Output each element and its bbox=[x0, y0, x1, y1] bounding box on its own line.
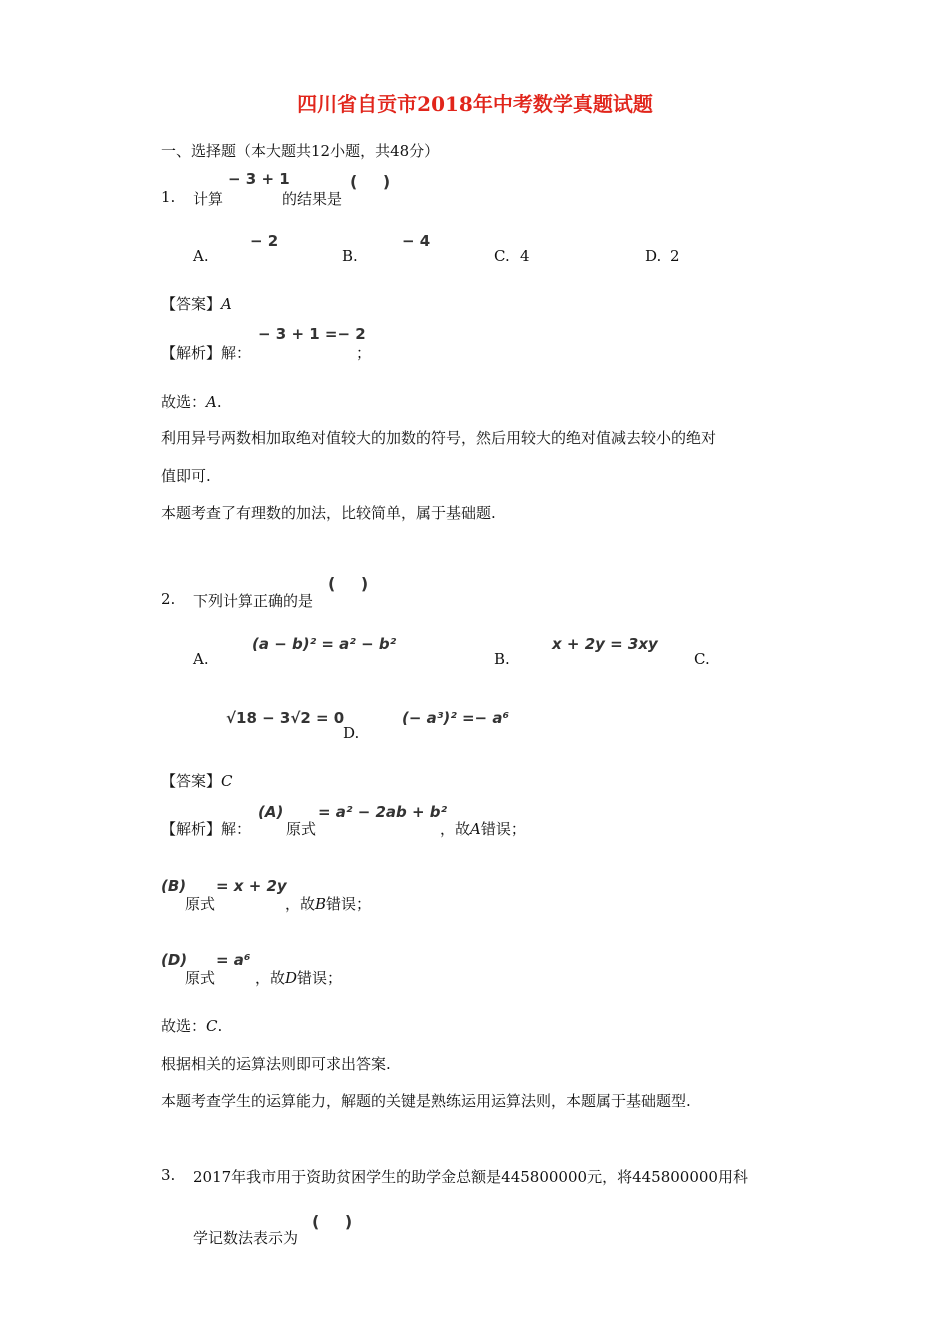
q2-option-b-label: B. bbox=[494, 650, 510, 668]
q2-case-a-expression: = a² − 2ab + b² bbox=[318, 803, 448, 821]
q1-option-c-label: C. bbox=[494, 247, 510, 265]
q3-line1: 2017年我市用于资助贫困学生的助学金总额是445800000元，将445800000用科 bbox=[193, 1168, 748, 1186]
q2-case-b-expression: = x + 2y bbox=[216, 877, 287, 895]
q2-answer-blank: ( ) bbox=[328, 574, 379, 593]
q2-option-d-label: D. bbox=[343, 724, 360, 742]
q2-case-b-tail: ，故B错误； bbox=[285, 895, 372, 913]
q2-case-a-tail: ，故A错误； bbox=[440, 820, 526, 838]
q1-option-a-value: − 2 bbox=[250, 232, 279, 250]
q2-case-b-tag: (B) bbox=[161, 877, 187, 895]
q1-option-d-label: D. bbox=[645, 247, 662, 265]
q1-analysis-label: 【解析】解： bbox=[161, 344, 252, 362]
q1-explanation-line1: 利用异号两数相加取绝对值较大的加数的符号，然后用较大的绝对值减去较小的绝对 bbox=[161, 429, 717, 447]
q3-line2: 学记数法表示为 bbox=[193, 1229, 299, 1247]
q1-option-b-value: − 4 bbox=[402, 232, 431, 250]
q3-answer-blank: ( ) bbox=[312, 1212, 363, 1231]
q2-case-d-tail: ，故D错误； bbox=[255, 969, 343, 987]
q2-analysis-label: 【解析】解： bbox=[161, 820, 252, 838]
q2-option-c-value: √18 − 3√2 = 0 bbox=[226, 709, 345, 727]
section-header: 一、选择题（本大题共12小题，共48分） bbox=[161, 142, 440, 160]
q1-text-before: 计算 bbox=[193, 190, 224, 208]
q1-text-after: 的结果是 bbox=[282, 190, 343, 208]
q1-answer: 【答案】A bbox=[161, 295, 232, 313]
q2-explanation: 根据相关的运算法则即可求出答案. bbox=[161, 1055, 391, 1073]
q1-explanation-line2: 值即可. bbox=[161, 467, 211, 485]
q1-expression: − 3 + 1 bbox=[228, 170, 290, 188]
q1-option-b-label: B. bbox=[342, 247, 358, 265]
document-title: 四川省自贡市2018年中考数学真题试题 bbox=[297, 92, 653, 116]
q2-number: 2. bbox=[161, 590, 176, 608]
q2-case-d-tag: (D) bbox=[161, 951, 188, 969]
q1-analysis-tail: ； bbox=[356, 344, 372, 362]
q1-choice: 故选：A. bbox=[161, 393, 222, 411]
q2-summary: 本题考查学生的运算能力，解题的关键是熟练运用运算法则，本题属于基础题型. bbox=[161, 1092, 691, 1110]
q2-case-a-tag: (A) bbox=[258, 803, 284, 821]
q2-choice: 故选：C. bbox=[161, 1017, 223, 1035]
q2-option-d-value: (− a³)² =− a⁶ bbox=[402, 709, 510, 727]
q2-text: 下列计算正确的是 bbox=[193, 592, 314, 610]
q1-analysis-expression: − 3 + 1 =− 2 bbox=[258, 325, 366, 343]
q2-option-c-label: C. bbox=[694, 650, 710, 668]
q2-answer: 【答案】C bbox=[161, 772, 233, 790]
q1-option-c-value: 4 bbox=[520, 247, 530, 265]
q2-case-b-word: 原式 bbox=[185, 895, 216, 913]
q1-option-d-value: 2 bbox=[670, 247, 680, 265]
q2-case-d-word: 原式 bbox=[185, 969, 216, 987]
q2-option-a-value: (a − b)² = a² − b² bbox=[252, 635, 397, 653]
q2-option-a-label: A. bbox=[193, 650, 209, 668]
q2-case-d-expression: = a⁶ bbox=[216, 951, 251, 969]
q1-number: 1. bbox=[161, 188, 176, 206]
q1-answer-blank: ( ) bbox=[350, 172, 401, 191]
q3-number: 3. bbox=[161, 1166, 176, 1184]
q1-summary: 本题考查了有理数的加法，比较简单，属于基础题. bbox=[161, 504, 496, 522]
q1-option-a-label: A. bbox=[193, 247, 209, 265]
q2-option-b-value: x + 2y = 3xy bbox=[552, 635, 658, 653]
q2-case-a-word: 原式 bbox=[286, 820, 317, 838]
